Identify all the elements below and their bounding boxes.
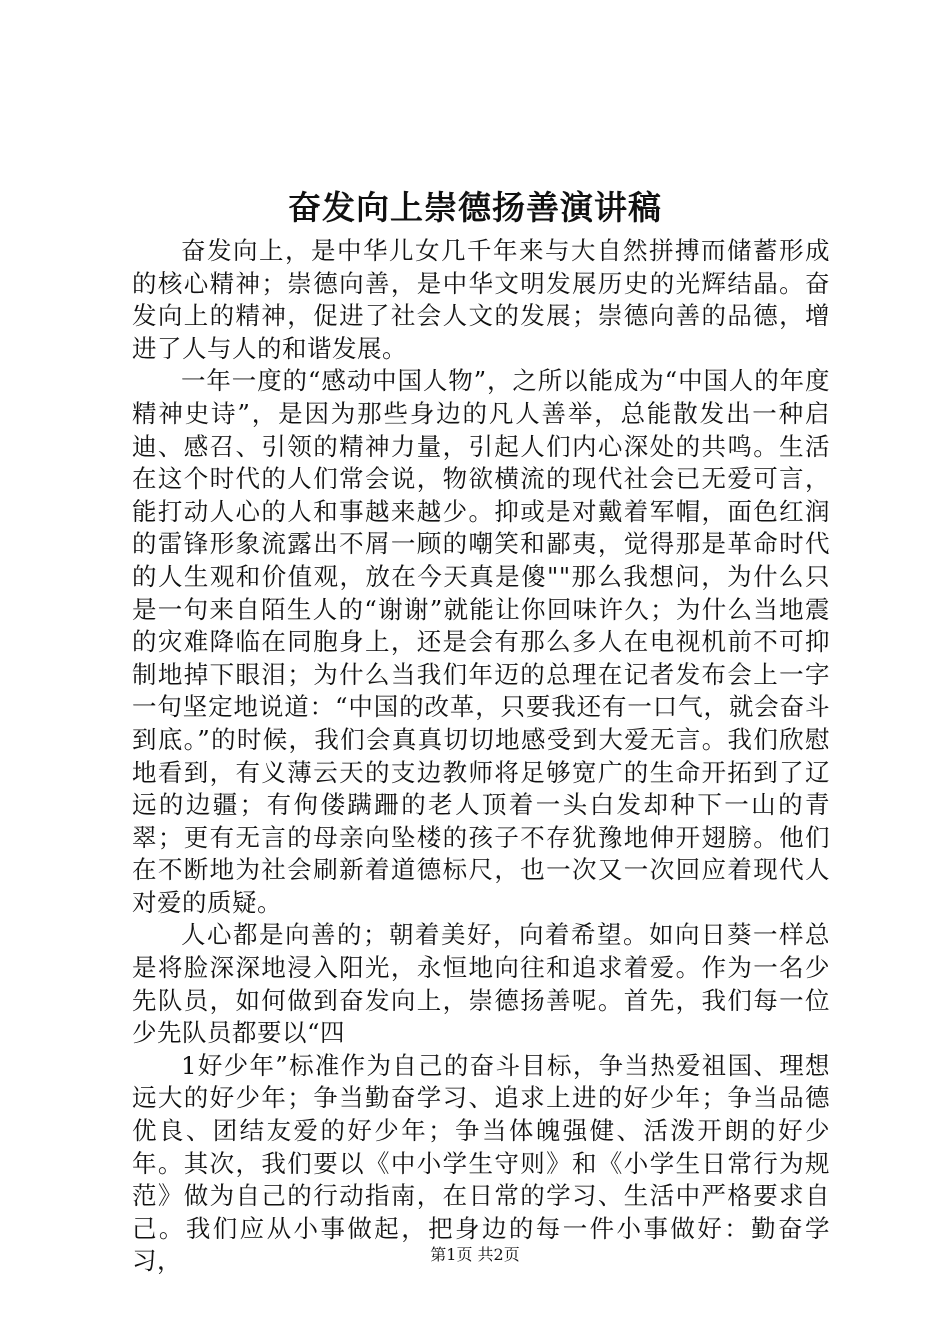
- document-body: [132, 235, 830, 1278]
- paragraph-3: 人心都是向善的；朝着美好，向着希望。如向日葵一样总是将脸深深地浸入阳光，永恒地向往和追求着爱。作为一名少先队员，如何做到奋发向上，崇德扬善呢。首先，我们每一位少先队员都要以“四: [132, 920, 830, 1048]
- paragraph-2: 一年一度的“感动中国人物”，之所以能成为“中国人的年度精神史诗”，是因为那些身边的凡人善举，总能散发出一种启迪、感召、引领的精神力量，引起人们内心深处的共鸣。生活在这个时代的人们常会说，物欲横流的现代社会已无爱可言，能打动人心的人和事越来越少。抑或是对戴着军帽，面色红润的雷锋形象流露出不屑一顾的嘲笑和鄙夷，觉得那是革命时代的人生观和价值观，放在今天真是傻""那么我想问，为什么只是一句来自陌生人的“谢谢”就能让你回味许久；为什么当地震的灾难降临在同胞身上，还是会有那么多人在电视机前不可抑制地掉下眼泪；为什么当我们年迈的总理在记者发布会上一字一句坚定地说道：“中国的改革，只要我还有一口气，就会奋斗到底。”的时候，我们会真真切切地感受到大爱无言。我们欣慰地看到，有义薄云天的支边教师将足够宽广的生命开拓到了辽远的边疆；有佝偻蹒跚的老人顶着一头白发却种下一山的青翠；更有无言的母亲向坠楼的孩子不存犹豫地伸开翅膀。他们在不断地为社会刷新着道德标尺，也一次又一次回应着现代人对爱的质疑。: [132, 366, 830, 917]
- paragraph-4: 1好少年”标准作为自己的奋斗目标，争当热爱祖国、理想远大的好少年；争当勤奋学习、追求上进的好少年；争当品德优良、团结友爱的好少年；争当体魄强健、活泼开朗的好少年。其次，我们要以《中小学生守则》和《小学生日常行为规范》做为自己的行动指南，在日常的学习、生活中严格要求自己。我们应从小事做起，把身边的每一件小事做好：勤奋学习，: [132, 1050, 830, 1276]
- page-number-footer: 第1页 共2页: [430, 1245, 520, 1264]
- paragraph-1: 奋发向上，是中华儿女几千年来与大自然拼搏而储蓄形成的核心精神；崇德向善，是中华文明发展历史的光辉结晶。奋发向上的精神，促进了社会人文的发展；崇德向善的品德，增进了人与人的和谐发展。: [132, 236, 830, 363]
- document-title: 奋发向上崇德扬善演讲稿: [288, 188, 662, 227]
